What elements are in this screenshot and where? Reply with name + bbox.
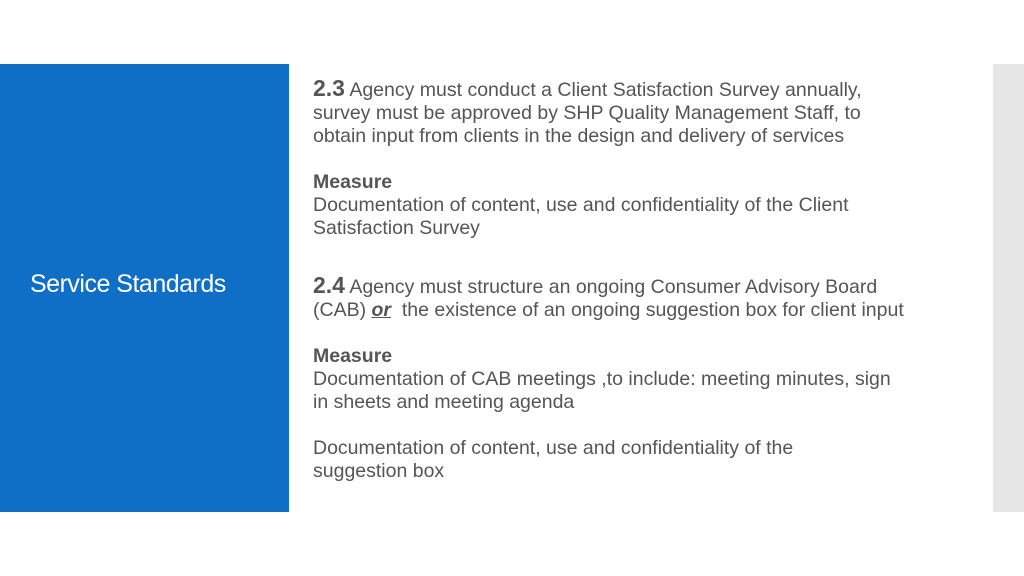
measure-label: Measure	[313, 171, 393, 193]
extra-text: Documentation of content, use and confidentiality of the	[313, 437, 794, 459]
measure-text: Documentation of CAB meetings ,to include: meeting minutes, sign	[313, 368, 891, 390]
or-emphasis: or	[371, 299, 391, 321]
standard-2-4-line2: (CAB) or the existence of an ongoing suggestion box for client input	[313, 299, 904, 321]
standard-number: 2.3	[313, 75, 345, 101]
extra-text: suggestion box	[313, 460, 445, 482]
standard-2-4-line1: 2.4 Agency must structure an ongoing Consumer Advisory Board	[313, 272, 878, 298]
standard-2-3-line1: 2.3 Agency must conduct a Client Satisfaction Survey annually,	[313, 75, 862, 101]
standard-2-3-line3: obtain input from clients in the design and delivery of services	[313, 125, 845, 147]
standard-number: 2.4	[313, 272, 345, 298]
standard-2-3-line2: survey must be approved by SHP Quality Management Staff, to	[313, 102, 861, 124]
section-title: Service Standards	[30, 270, 226, 298]
measure-text: Satisfaction Survey	[313, 217, 480, 239]
measure-text: Documentation of content, use and confidentiality of the Client	[313, 194, 849, 216]
content-area	[313, 77, 983, 483]
measure-text: in sheets and meeting agenda	[313, 391, 575, 413]
right-accent-bar	[993, 64, 1024, 512]
measure-label: Measure	[313, 345, 393, 367]
